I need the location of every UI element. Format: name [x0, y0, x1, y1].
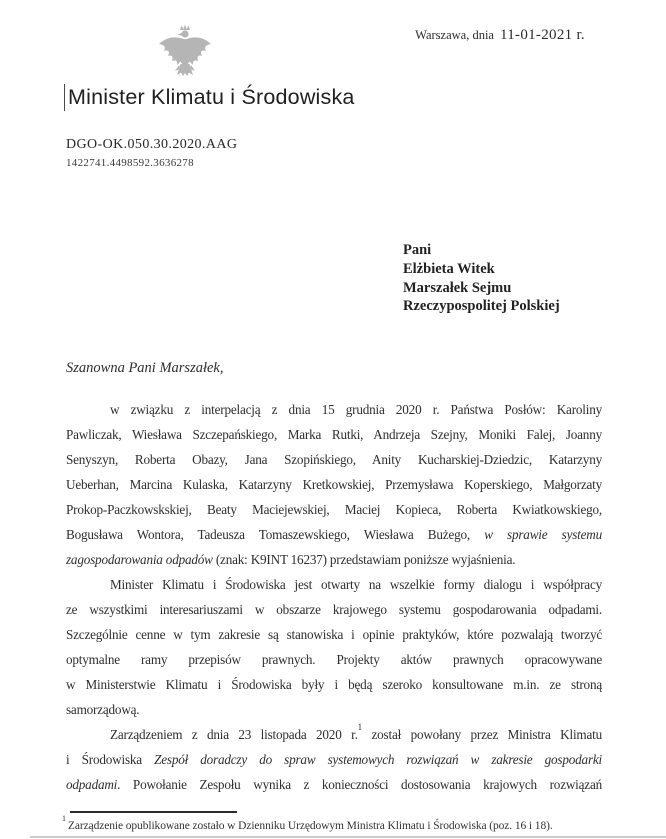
body-line: Zarządzeniem z dnia 23 listopada 2020 r.$^1$ został powołany przez Ministra Klimatu [110, 722, 602, 742]
footnote-text: Zarządzenie opublikowane zostało w Dzienniku Urzędowym Ministra Klimatu i Środowiska (poz. 16 i 18). [67, 819, 553, 832]
date-value: 11-01-2021 r. [499, 27, 585, 43]
body-line: i Środowiska Zespół doradczy do spraw systemowych rozwiązań w zakresie gospodarki [66, 752, 602, 767]
body-line: Pawliczak, Wiesława Szczepańskiego, Marka Rutki, Andrzeja Szejny, Moniki Falej, Joanny [66, 427, 602, 442]
body-line: w związku z interpelacją z dnia 15 grudnia 2020 r. Państwa Posłów: Karoliny [110, 402, 602, 417]
date-line [415, 27, 585, 44]
footnote-divider [70, 811, 237, 813]
body-line: Prokop-Paczkowskskiej, Beaty Maciejewskiej, Maciej Kopieca, Roberta Kwiatkowskiego, [66, 502, 602, 517]
addressee-line: Marszałek Sejmu [403, 279, 512, 296]
footnote-marker: 1 [62, 814, 66, 823]
sender-title: Minister Klimatu i Środowiska [64, 84, 355, 111]
reference-number: DGO-OK.050.30.2020.AAG [66, 137, 238, 152]
body-line: zagospodarowania odpadów (znak: K9INT 16237) przedstawiam poniższe wyjaśnienia. [66, 552, 516, 567]
addressee-line: Pani [403, 242, 432, 258]
scan-bottom-edge-artifact [30, 836, 666, 838]
footnote [62, 814, 622, 832]
document-id: 1422741.4498592.3636278 [66, 157, 194, 169]
addressee-line: Elżbieta Witek [403, 260, 495, 277]
polish-eagle-emblem [155, 23, 215, 81]
addressee-block [403, 241, 560, 316]
place-date-prefix: Warszawa, dnia [415, 28, 494, 42]
body-line: w Ministerstwie Klimatu i Środowiska były i będą szeroko konsultowane m.in. ze stroną [66, 677, 602, 692]
body-line: ze wszystkimi interesariuszami w obszarze krajowego systemu gospodarowania odpadami. [66, 602, 602, 617]
body-line: Senyszyn, Roberta Obazy, Jana Szopińskiego, Anity Kucharskiej-Dziedzic, Katarzyny [66, 452, 602, 467]
body-line: Bogusława Wontora, Tadeusza Tomaszewskiego, Wiesława Bużego, w sprawie systemu [66, 527, 602, 542]
body-line: odpadami. Powołanie Zespołu wynika z konieczności dostosowania krajowych rozwiązań [66, 777, 602, 792]
body-line: Minister Klimatu i Środowiska jest otwarty na wszelkie formy dialogu i współpracy [110, 577, 602, 592]
salutation: Szanowna Pani Marszałek, [66, 360, 224, 376]
addressee-line: Rzeczypospolitej Polskiej [403, 298, 560, 315]
letter-body [66, 397, 602, 797]
body-line: samorządową. [66, 702, 140, 717]
body-line: Szczególnie cenne w tym zakresie są stanowiska i opinie praktyków, które pozwalają tworzyć [66, 627, 602, 642]
body-line: Ueberhan, Marcina Kulaska, Katarzyny Kretkowskiej, Przemysława Koperskiego, Małgorzaty [66, 477, 602, 492]
body-line: optymalne ramy przepisów prawnych. Projekty aktów prawnych opracowywane [66, 652, 602, 667]
